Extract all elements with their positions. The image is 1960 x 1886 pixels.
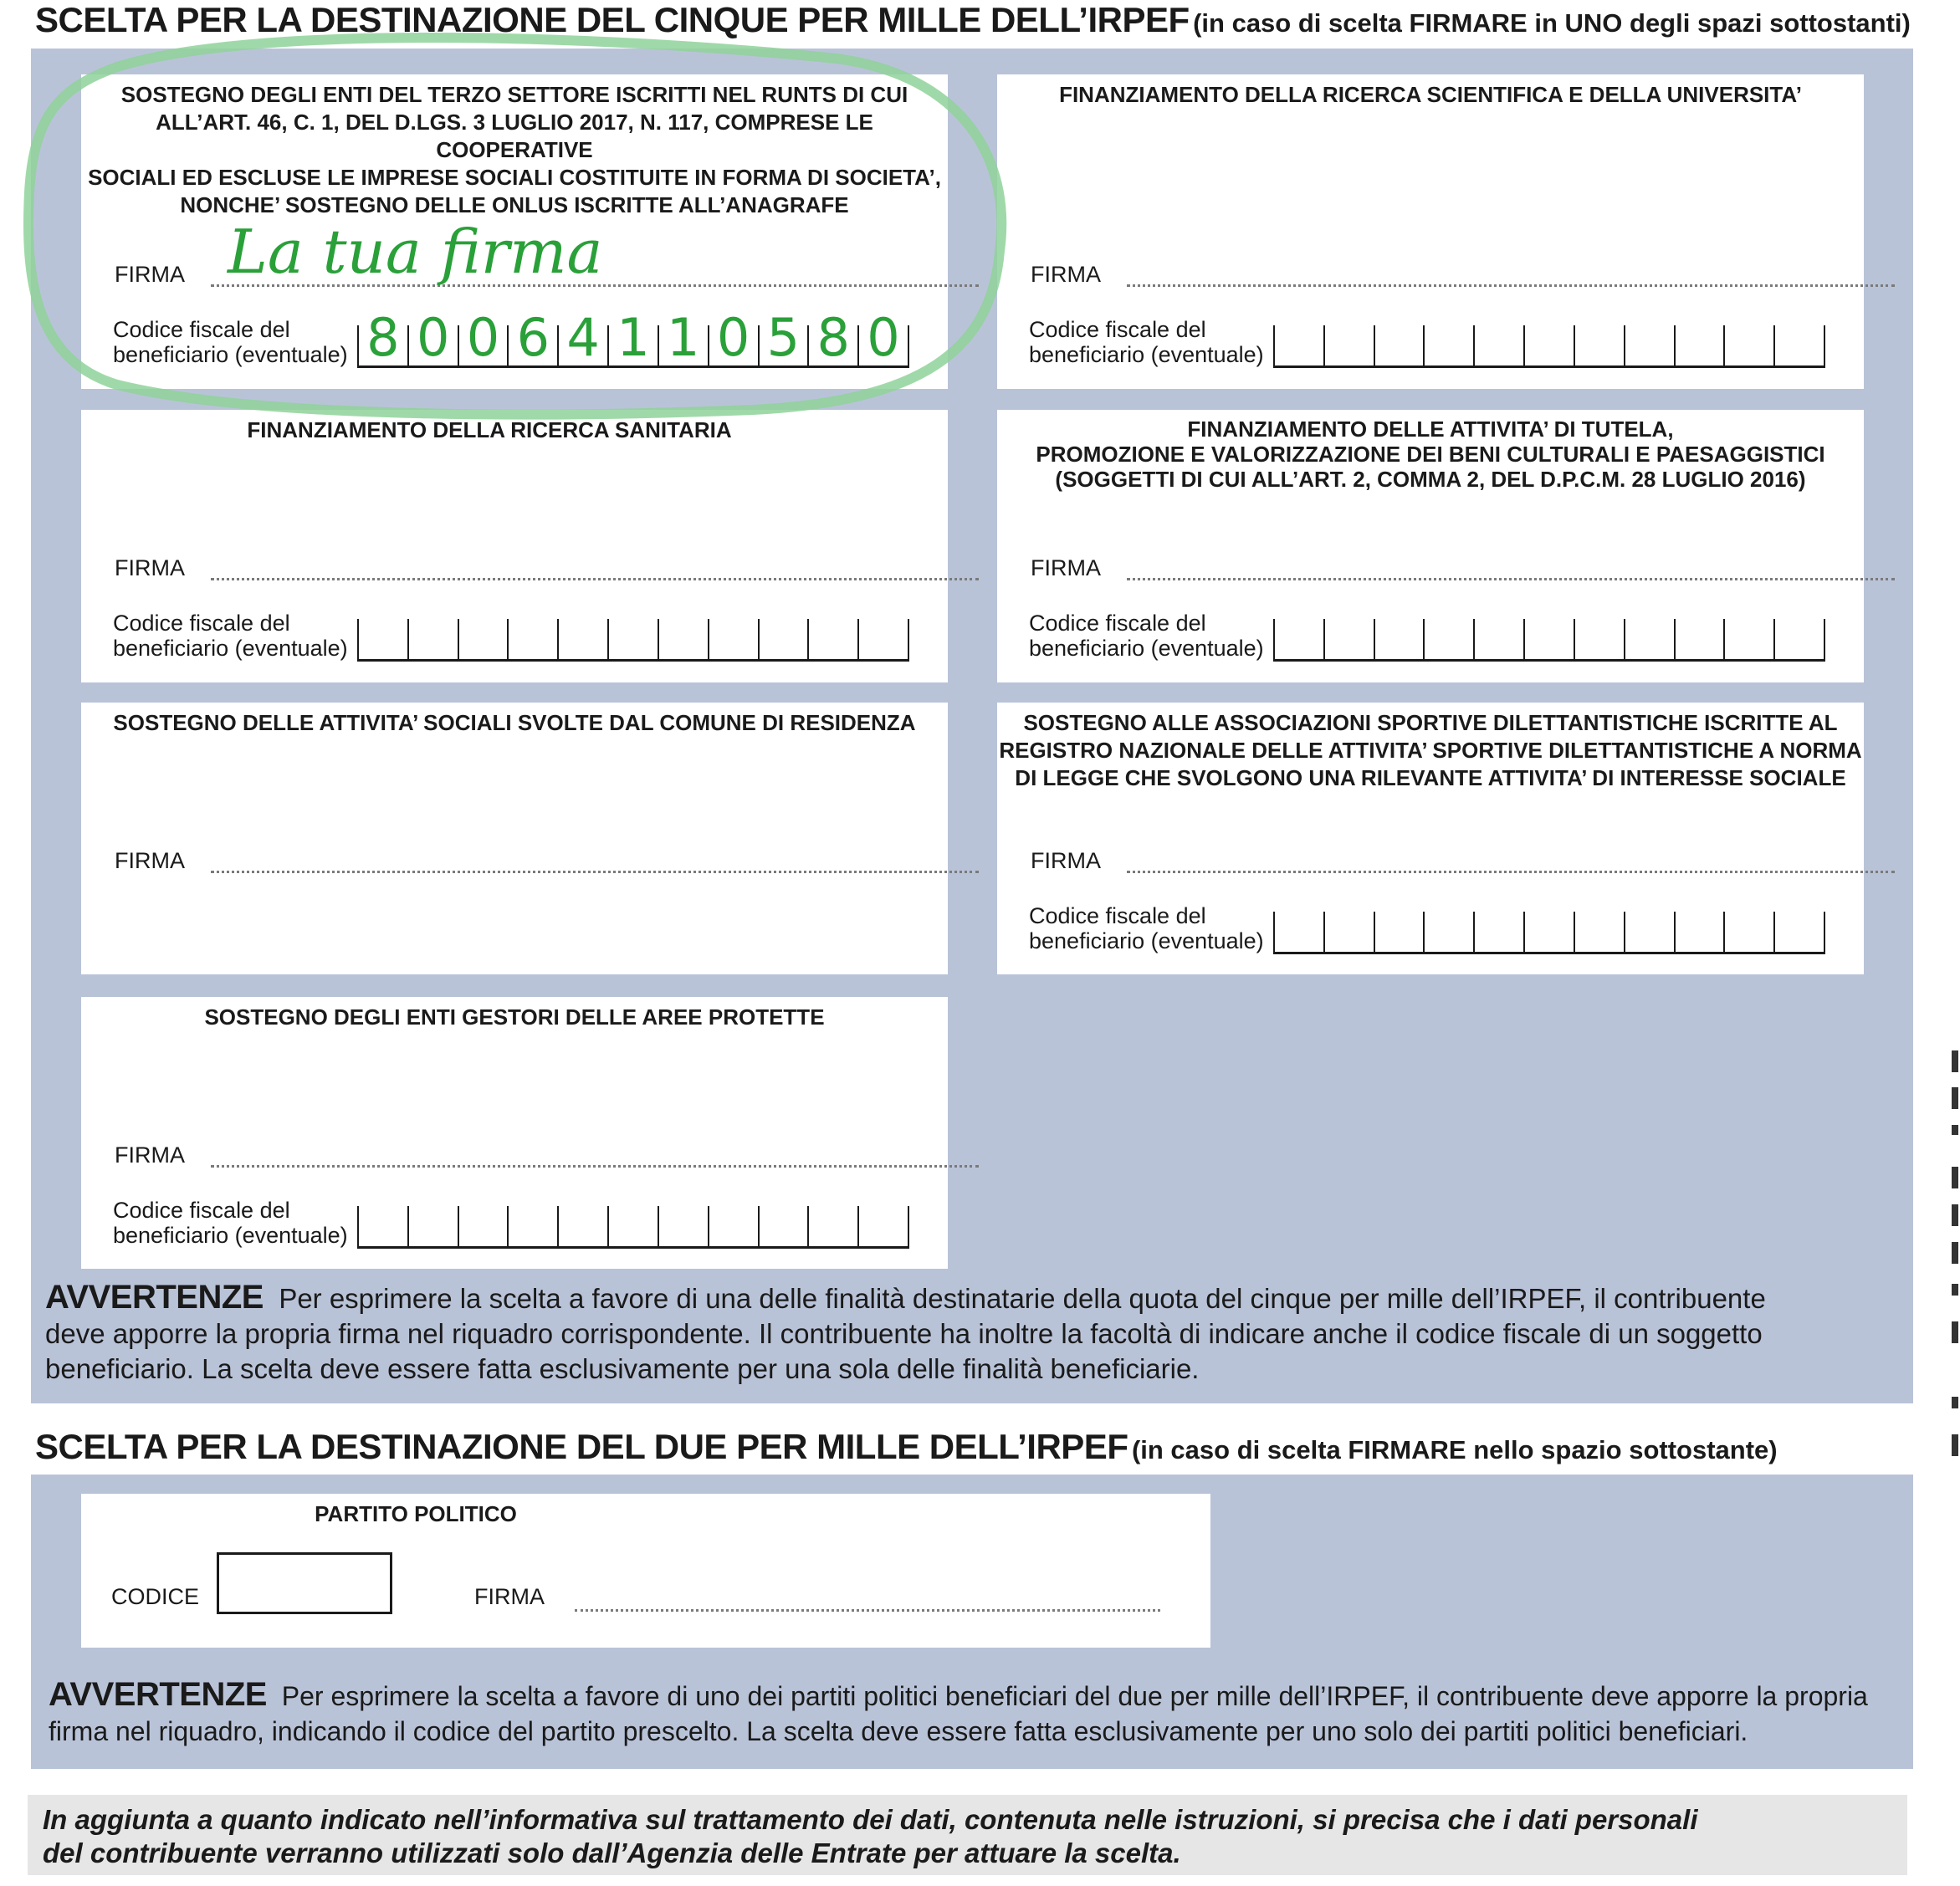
privacy-note — [28, 1795, 1907, 1875]
title-line: NONCHE’ SOSTEGNO DELLE ONLUS ISCRITTE ALL’ANAGRAFE — [180, 192, 849, 217]
firma-label: FIRMA — [115, 262, 185, 287]
warning-line: firma nel riquadro, indicando il codice del partito prescelto. La scelta deve essere fatta esclusivamente per uno solo dei partiti politici beneficiari. — [49, 1716, 1748, 1746]
section2-heading: SCELTA PER LA DESTINAZIONE DEL DUE PER MILLE DELL’IRPEF — [35, 1427, 1128, 1466]
title-line: (SOGGETTI DI CUI ALL’ART. 2, COMMA 2, DEL D.P.C.M. 28 LUGLIO 2016) — [1055, 467, 1806, 492]
title-line: PARTITO POLITICO — [315, 1501, 517, 1526]
edge-mark — [1952, 1434, 1958, 1456]
avvertenze-label: AVVERTENZE — [45, 1279, 264, 1316]
title-line: SOSTEGNO DEGLI ENTI DEL TERZO SETTORE ISCRITTI NEL RUNTS DI CUI — [120, 82, 908, 107]
cf-label-line1: Codice fiscale del — [1029, 903, 1206, 928]
cf-label-line2: beneficiario (eventuale) — [113, 636, 348, 661]
codice-label: CODICE — [111, 1584, 200, 1609]
firma-label: FIRMA — [1031, 555, 1101, 580]
cf-label-line1: Codice fiscale del — [113, 611, 290, 636]
title-line: SOSTEGNO ALLE ASSOCIAZIONI SPORTIVE DILETTANTISTICHE ISCRITTE AL — [1023, 710, 1838, 735]
firma-label: FIRMA — [1031, 848, 1101, 873]
footer-line: In aggiunta a quanto indicato nell’informativa sul trattamento dei dati, contenuta nelle istruzioni, si precisa che i dati personali — [43, 1804, 1698, 1835]
title-line: FINANZIAMENTO DELLE ATTIVITA’ DI TUTELA, — [1187, 417, 1674, 442]
firma-label: FIRMA — [115, 555, 185, 580]
firma-label: FIRMA — [115, 848, 185, 873]
section1-heading: SCELTA PER LA DESTINAZIONE DEL CINQUE PER MILLE DELL’IRPEF — [35, 0, 1190, 39]
section2-subtitle: (in caso di scelta FIRMARE nello spazio sottostante) — [1131, 1435, 1778, 1464]
firma-line[interactable] — [575, 1609, 1160, 1612]
cf-digit: 5 — [766, 307, 801, 368]
edge-mark — [1952, 1321, 1958, 1343]
title-line: PROMOZIONE E VALORIZZAZIONE DEI BENI CULTURALI E PAESAGGISTICI — [1036, 442, 1825, 467]
cf-label-line1: Codice fiscale del — [113, 1198, 290, 1223]
cf-digit: 1 — [667, 307, 700, 368]
handwritten-signature: La tua firma — [228, 217, 603, 287]
edge-mark — [1952, 1087, 1958, 1109]
title-line: DI LEGGE CHE SVOLGONO UNA RILEVANTE ATTIVITA’ DI INTERESSE SOCIALE — [1015, 765, 1846, 790]
warning-line: beneficiario. La scelta deve essere fatta esclusivamente per una sola delle finalità beneficiarie. — [45, 1353, 1200, 1384]
edge-mark — [1952, 1125, 1958, 1135]
cf-digit: 6 — [516, 307, 550, 368]
firma-label: FIRMA — [115, 1142, 185, 1168]
warning-line: deve apporre la propria firma nel riquadro corrispondente. Il contribuente ha inoltre la facoltà di indicare anche il codice fiscale di un soggetto — [45, 1318, 1763, 1349]
cf-label-line2: beneficiario (eventuale) — [1029, 636, 1264, 661]
section2-title — [35, 1427, 1778, 1467]
avvertenze-cinque — [45, 1280, 1902, 1387]
title-line: FINANZIAMENTO DELLA RICERCA SANITARIA — [247, 417, 732, 442]
title-line: ALL’ART. 46, C. 1, DEL D.LGS. 3 LUGLIO 2017, N. 117, COMPRESE LE COOPERATIVE — [156, 110, 873, 162]
cf-digit: 8 — [366, 307, 400, 368]
cf-label-line1: Codice fiscale del — [113, 317, 290, 342]
cf-digit: 1 — [617, 307, 650, 368]
section1-subtitle: (in caso di scelta FIRMARE in UNO degli spazi sottostanti) — [1193, 8, 1911, 38]
avvertenze-due — [49, 1677, 1897, 1749]
title-line: FINANZIAMENTO DELLA RICERCA SCIENTIFICA E DELLA UNIVERSITA’ — [1059, 82, 1802, 107]
cf-label-line2: beneficiario (eventuale) — [1029, 928, 1264, 953]
edge-mark — [1952, 1284, 1958, 1296]
cf-label-line2: beneficiario (eventuale) — [113, 342, 348, 367]
title-line: SOCIALI ED ESCLUSE LE IMPRESE SOCIALI COSTITUITE IN FORMA DI SOCIETA’, — [88, 165, 941, 190]
title-line: SOSTEGNO DELLE ATTIVITA’ SOCIALI SVOLTE DAL COMUNE DI RESIDENZA — [113, 710, 916, 735]
edge-mark — [1952, 1204, 1958, 1226]
edge-mark — [1952, 1050, 1958, 1072]
cf-digit: 4 — [566, 307, 600, 368]
title-line: REGISTRO NAZIONALE DELLE ATTIVITA’ SPORTIVE DILETTANTISTICHE A NORMA — [999, 738, 1862, 763]
avvertenze-label: AVVERTENZE — [49, 1676, 267, 1713]
cf-label-line2: beneficiario (eventuale) — [113, 1223, 348, 1248]
cf-digit: 0 — [867, 307, 900, 368]
edge-mark — [1952, 1242, 1958, 1264]
warning-line: Per esprimere la scelta a favore di una delle finalità destinatarie della quota del cinque per mille dell’IRPEF, il contribuente — [279, 1283, 1766, 1314]
edge-mark — [1952, 1167, 1958, 1188]
firma-label: FIRMA — [474, 1584, 545, 1609]
footer-line: del contribuente verranno utilizzati solo dall’Agenzia delle Entrate per attuare la scelta. — [43, 1837, 1181, 1868]
edge-mark — [1952, 1397, 1958, 1408]
box-partito-title — [81, 1500, 750, 1528]
cf-digit: 0 — [716, 307, 750, 368]
firma-label: FIRMA — [1031, 262, 1101, 287]
cf-label-line2: beneficiario (eventuale) — [1029, 342, 1264, 367]
box-partito-politico — [81, 1494, 1210, 1648]
cf-digit: 0 — [416, 307, 450, 368]
warning-line: Per esprimere la scelta a favore di uno dei partiti politici beneficiari del due per mille dell’IRPEF, il contribuente deve apporre la propria — [281, 1681, 1868, 1711]
cf-label-line1: Codice fiscale del — [1029, 611, 1206, 636]
codice-partito-input[interactable] — [217, 1552, 392, 1614]
cf-label-line1: Codice fiscale del — [1029, 317, 1206, 342]
title-line: SOSTEGNO DEGLI ENTI GESTORI DELLE AREE PROTETTE — [204, 1004, 825, 1030]
cf-digit: 0 — [466, 307, 500, 368]
cf-digit: 8 — [816, 307, 850, 368]
